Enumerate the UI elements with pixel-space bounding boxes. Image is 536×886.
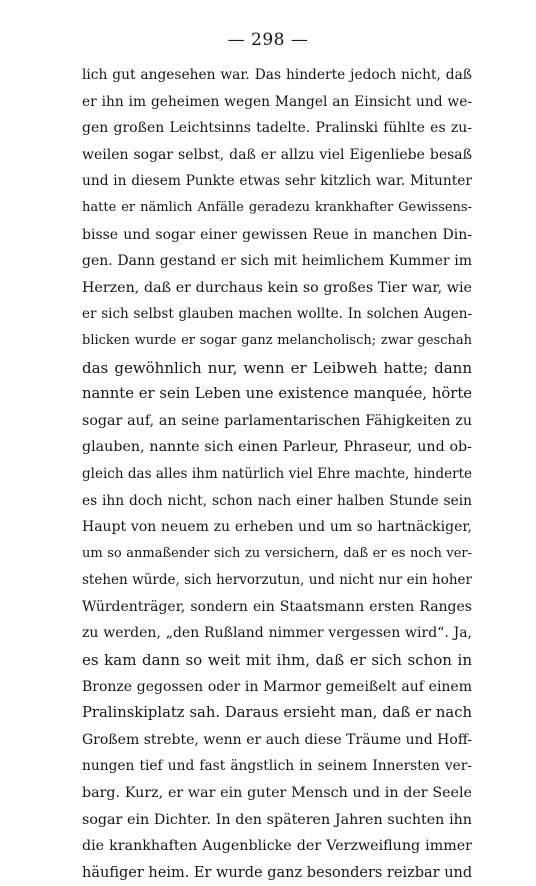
text-line: die krankhaften Augenblicke der Verzweiflung immer: [82, 838, 472, 855]
text-line: weilen sogar selbst, daß er allzu viel Eigenliebe besaß: [82, 146, 472, 163]
text-line: das gewöhnlich nur, wenn er Leibweh hatte; dann: [82, 358, 472, 377]
text-line: gen. Dann gestand er sich mit heimlichem Kummer im: [82, 253, 472, 270]
text-line: Großem strebte, wenn er auch diese Träume und Hoff-: [82, 731, 472, 748]
page-body-text: [82, 62, 472, 886]
text-line: Haupt von neuem zu erheben und um so hartnäckiger,: [82, 519, 472, 536]
text-line: er sich selbst glauben machen wollte. In solchen Augen-: [82, 306, 472, 323]
text-line: stehen würde, sich hervorzutun, und nicht nur ein hoher: [82, 572, 472, 589]
text-line: Herzen, daß er durchaus kein so großes Tier war, wie: [82, 279, 472, 296]
page-number-header: — 298 —: [227, 30, 309, 50]
text-line: Würdenträger, sondern ein Staatsmann ersten Ranges: [82, 598, 472, 615]
text-line: lich gut angesehen war. Das hinderte jedoch nicht, daß: [82, 67, 472, 83]
text-line: gen großen Leichtsinns tadelte. Pralinski fühlte es zu-: [82, 120, 472, 137]
text-line: Bronze gegossen oder in Marmor gemeißelt auf einem: [82, 678, 472, 695]
text-line: glauben, nannte sich einen Parleur, Phraseur, und ob-: [82, 439, 472, 456]
text-line: zu werden, „den Rußland nimmer vergessen wird“. Ja,: [82, 625, 472, 642]
text-line: um so anmaßender sich zu versichern, daß er es noch ver-: [82, 545, 472, 561]
text-line: sogar ein Dichter. In den späteren Jahren suchten ihn: [82, 811, 472, 828]
text-line: gleich das alles ihm natürlich viel Ehre machte, hinderte: [82, 465, 472, 482]
text-line: blicken wurde er sogar ganz melancholisch; zwar geschah: [82, 332, 472, 348]
text-line: häufiger heim. Er wurde ganz besonders reizbar und: [82, 864, 472, 881]
text-line: hatte er nämlich Anfälle geradezu krankhafter Gewissens-: [82, 199, 472, 215]
text-line: es kam dann so weit mit ihm, daß er sich schon in: [82, 651, 472, 670]
text-line: barg. Kurz, er war ein guter Mensch und in der Seele: [82, 785, 472, 802]
text-line: Pralinskiplatz sah. Daraus ersieht man, daß er nach: [82, 704, 472, 722]
text-line: es ihn doch nicht, schon nach einer halben Stunde sein: [82, 492, 472, 509]
text-line: bisse und sogar einer gewissen Reue in manchen Din-: [82, 226, 472, 243]
text-line: er ihn im geheimen wegen Mangel an Einsicht und we-: [82, 93, 472, 110]
text-line: nungen tief und fast ängstlich in seinem Innersten ver-: [82, 758, 472, 775]
text-line: und in diesem Punkte etwas sehr kitzlich war. Mitunter: [82, 173, 472, 190]
text-line: nannte er sein Leben une existence manquée, hörte: [82, 385, 472, 403]
text-line: sogar auf, an seine parlamentarischen Fähigkeiten zu: [82, 412, 472, 429]
